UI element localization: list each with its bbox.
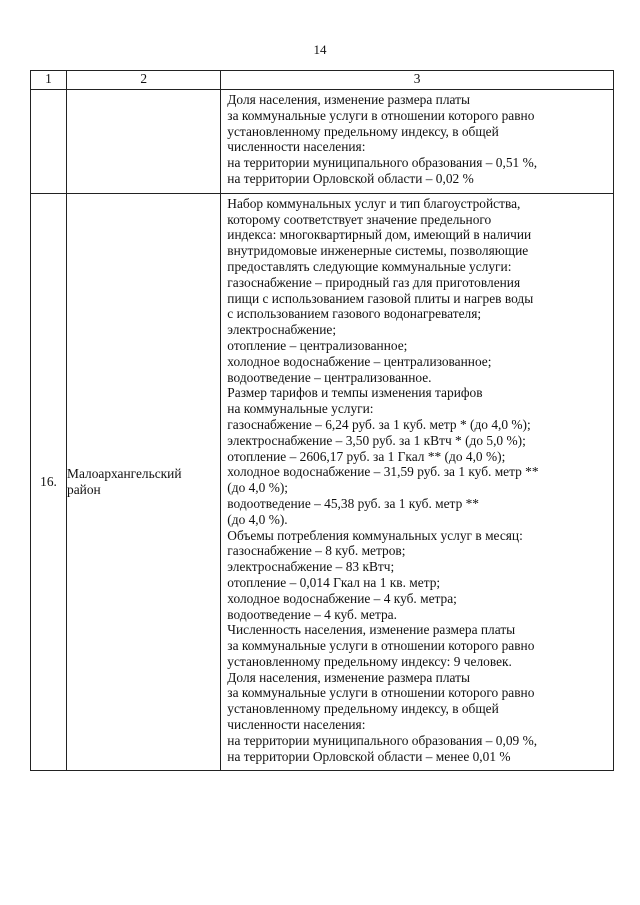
- header-col-1: 1: [31, 71, 67, 90]
- text-line: отопление – 2606,17 руб. за 1 Гкал ** (до 4,0 %);: [227, 448, 506, 464]
- text-line: газоснабжение – 8 куб. метров;: [227, 543, 406, 559]
- row-number-cell: 16.: [31, 193, 67, 771]
- table-row-16: [31, 193, 614, 771]
- text-line: Доля населения, изменение размера платы: [227, 669, 470, 685]
- text-line: индекса: многоквартирный дом, имеющий в наличии: [227, 227, 532, 243]
- text-line: на территории Орловской области – менее 0,01 %: [227, 748, 511, 764]
- description-text: [221, 194, 613, 771]
- text-line: водоотведение – централизованное.: [227, 369, 432, 385]
- text-line: водоотведение – 45,38 руб. за 1 куб. метр **: [227, 495, 480, 511]
- text-line: за коммунальные услуги в отношении которого равно: [227, 638, 535, 654]
- district-name: Малоархангельский: [67, 466, 182, 482]
- text-line: на коммунальные услуги:: [227, 401, 374, 417]
- text-line: Доля населения, изменение размера платы: [227, 92, 470, 107]
- district-type: район: [67, 482, 101, 498]
- text-line: на территории муниципального образования – 0,09 %,: [227, 732, 538, 748]
- description-cell: [221, 193, 614, 771]
- text-line: холодное водоснабжение – централизованное;: [227, 353, 492, 369]
- description-cell: [221, 90, 614, 194]
- text-line: Набор коммунальных услуг и тип благоустройства,: [227, 195, 521, 211]
- district-cell: [67, 90, 221, 194]
- text-line: за коммунальные услуги в отношении которого равно: [227, 685, 535, 701]
- text-line: холодное водоснабжение – 4 куб. метра;: [227, 590, 457, 606]
- text-line: Численность населения, изменение размера платы: [227, 622, 516, 638]
- text-line: электроснабжение – 83 кВтч;: [227, 559, 395, 575]
- text-line: (до 4,0 %).: [227, 511, 288, 527]
- district-cell: [67, 193, 221, 771]
- text-line: которому соответствует значение предельного: [227, 211, 492, 227]
- text-line: газоснабжение – 6,24 руб. за 1 куб. метр * (до 4,0 %);: [227, 416, 531, 432]
- text-line: установленному предельному индексу, в общей: [227, 701, 499, 717]
- text-line: электроснабжение – 3,50 руб. за 1 кВтч * (до 5,0 %);: [227, 432, 526, 448]
- table-header-row: [31, 71, 614, 90]
- text-line: предоставлять следующие коммунальные услуги:: [227, 258, 512, 274]
- table-row-continued: [31, 90, 614, 194]
- text-line: (до 4,0 %);: [227, 480, 289, 496]
- text-line: холодное водоснабжение – 31,59 руб. за 1 куб. метр **: [227, 464, 539, 480]
- text-line: отопление – централизованное;: [227, 337, 408, 353]
- text-line: установленному предельному индексу, в общей: [227, 123, 499, 139]
- text-line: пищи с использованием газовой плиты и нагрев воды: [227, 290, 534, 306]
- page-number: 14: [313, 42, 327, 57]
- tariff-table: [30, 70, 614, 771]
- text-line: численности населения:: [227, 717, 366, 733]
- text-line: водоотведение – 4 куб. метра.: [227, 606, 397, 622]
- text-line: с использованием газового водонагревателя;: [227, 306, 482, 322]
- text-line: за коммунальные услуги в отношении которого равно: [227, 107, 535, 123]
- text-line: Размер тарифов и темпы изменения тарифов: [227, 385, 483, 401]
- text-line: внутридомовые инженерные системы, позволяющие: [227, 243, 529, 259]
- text-line: на территории Орловской области – 0,02 %: [227, 170, 474, 186]
- header-col-3: 3: [221, 71, 614, 90]
- row-number-cell: [31, 90, 67, 194]
- text-line: на территории муниципального образования – 0,51 %,: [227, 155, 538, 171]
- text-line: газоснабжение – природный газ для приготовления: [227, 274, 521, 290]
- description-text: [221, 90, 613, 193]
- text-line: установленному предельному индексу: 9 человек.: [227, 653, 512, 669]
- text-line: численности населения:: [227, 139, 366, 155]
- text-line: отопление – 0,014 Гкал на 1 кв. метр;: [227, 574, 441, 590]
- header-col-2: 2: [67, 71, 221, 90]
- text-line: Объемы потребления коммунальных услуг в месяц:: [227, 527, 523, 543]
- text-line: электроснабжение;: [227, 322, 337, 338]
